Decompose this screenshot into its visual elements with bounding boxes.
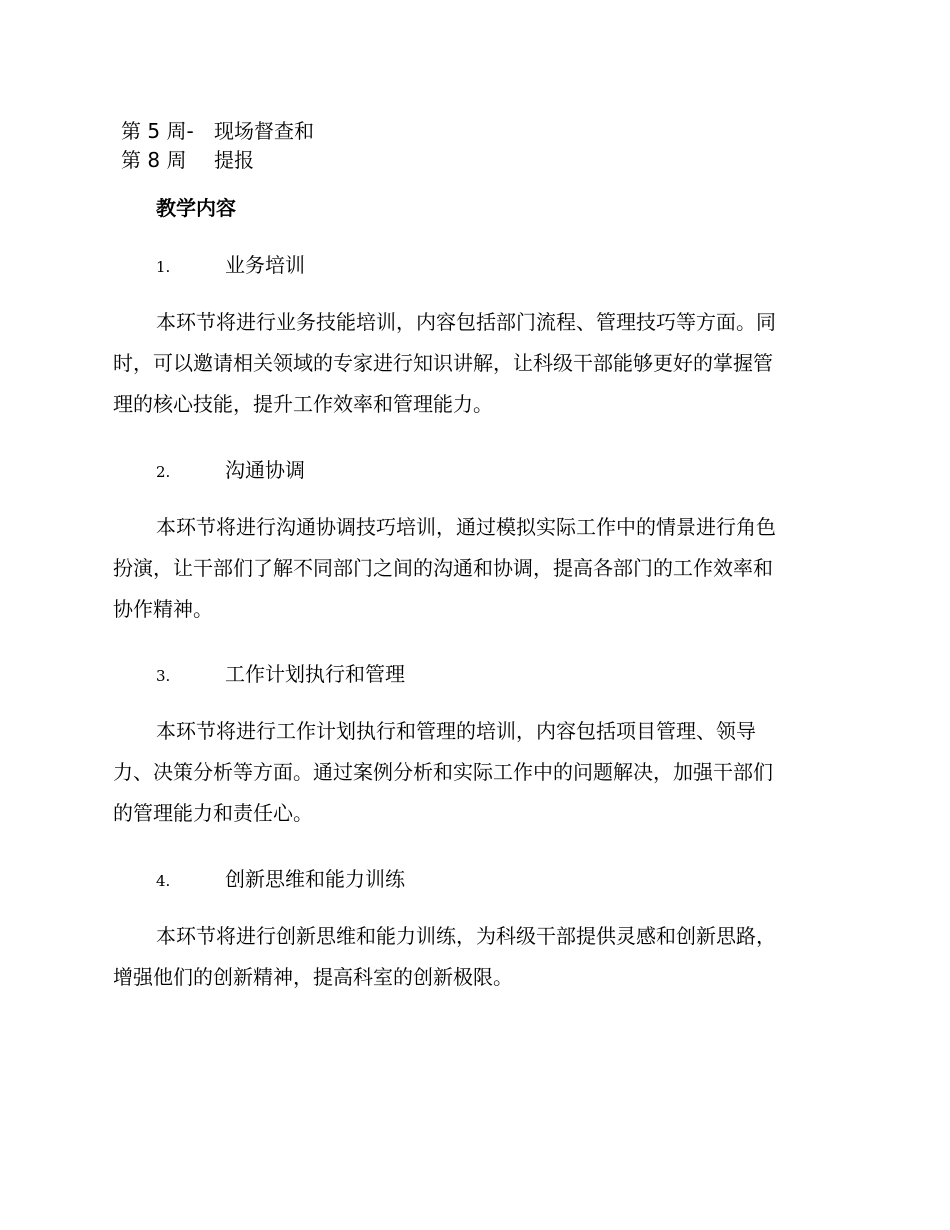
list-item-number: 2. <box>156 463 171 481</box>
list-item-number: 1. <box>156 258 171 276</box>
list-item-heading <box>156 659 405 691</box>
section-heading: 教学内容 <box>156 196 236 220</box>
paragraph-line: 本环节将进行创新思维和能力训练，为科级干部提供灵感和创新思路， <box>156 924 776 948</box>
list-item-title: 业务培训 <box>225 253 305 277</box>
paragraph-line: 力、决策分析等方面。通过案例分析和实际工作中的问题解决，加强干部们 <box>113 760 773 784</box>
list-item-heading <box>156 864 405 896</box>
list-item-paragraph <box>113 916 776 998</box>
week-cell-line: 第 5 周- <box>121 119 194 143</box>
list-item-paragraph <box>113 711 773 834</box>
task-cell-line: 提报 <box>214 148 254 172</box>
paragraph-line: 理的核心技能，提升工作效率和管理能力。 <box>113 392 493 416</box>
list-item-paragraph <box>113 302 776 425</box>
schedule-row <box>121 117 354 175</box>
task-cell-line: 现场督查和 <box>214 119 314 143</box>
list-item-title: 工作计划执行和管理 <box>225 662 405 686</box>
week-cell-line: 第 8 周 <box>121 148 187 172</box>
list-item-number: 4. <box>156 872 171 890</box>
list-item-title: 创新思维和能力训练 <box>225 867 405 891</box>
task-cell <box>214 117 354 175</box>
list-item-heading <box>156 455 305 487</box>
paragraph-line: 协作精神。 <box>113 597 213 621</box>
paragraph-line: 本环节将进行沟通协调技巧培训，通过模拟实际工作中的情景进行角色 <box>156 515 776 539</box>
list-item-title: 沟通协调 <box>225 458 305 482</box>
paragraph-line: 本环节将进行工作计划执行和管理的培训，内容包括项目管理、领导 <box>156 719 756 743</box>
list-item-heading <box>156 250 305 282</box>
paragraph-line: 的管理能力和责任心。 <box>113 801 313 825</box>
paragraph-line: 增强他们的创新精神，提高科室的创新极限。 <box>113 965 513 989</box>
paragraph-line: 本环节将进行业务技能培训，内容包括部门流程、管理技巧等方面。同 <box>156 310 776 334</box>
paragraph-line: 扮演，让干部们了解不同部门之间的沟通和协调，提高各部门的工作效率和 <box>113 556 773 580</box>
paragraph-line: 时，可以邀请相关领域的专家进行知识讲解，让科级干部能够更好的掌握管 <box>113 351 773 375</box>
list-item-number: 3. <box>156 667 171 685</box>
list-item-paragraph <box>113 507 776 630</box>
week-cell <box>121 117 214 175</box>
